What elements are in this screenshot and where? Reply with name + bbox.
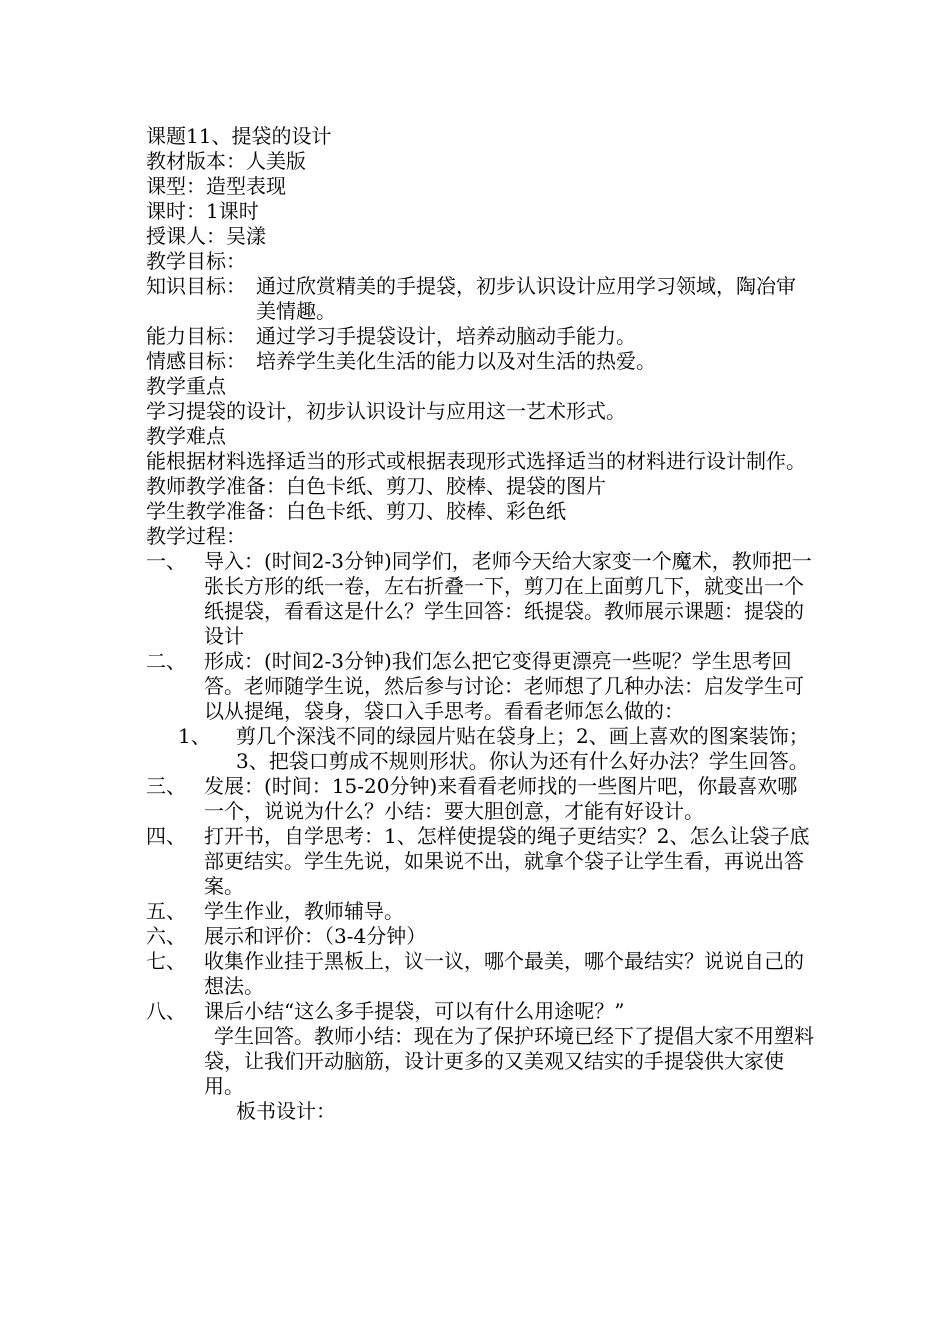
step-number: 五、 <box>146 899 186 923</box>
ability-goal-label: 能力目标： <box>146 324 246 348</box>
process-step <box>146 649 814 724</box>
student-preparation: 学生教学准备：白色卡纸、剪刀、胶棒、彩色纸 <box>146 499 566 523</box>
process-step <box>146 949 814 999</box>
step-text: 形成：(时间2-3分钟)我们怎么把它变得更漂亮一些呢？学生思考回答。老师随学生说，然后参与讨论：老师想了几种办法：启发学生可以从提绳，袋身，袋口入手思考。看看老师怎么做的： <box>204 649 804 723</box>
emotion-goal-text: 培养学生美化生活的能力以及对生活的热爱。 <box>256 349 656 373</box>
process-step <box>146 549 814 649</box>
textbook-edition: 教材版本：人美版 <box>146 149 306 173</box>
step-number: 三、 <box>146 774 186 798</box>
difficulty-text: 能根据材料选择适当的形式或根据表现形式选择适当的材料进行设计制作。 <box>146 449 806 473</box>
step-number: 一、 <box>146 549 186 573</box>
emotion-goal-label: 情感目标： <box>146 349 246 373</box>
lesson-teacher: 授课人：吴漾 <box>146 224 266 248</box>
sub-step-text: 剪几个深浅不同的绿园片贴在袋身上；2、画上喜欢的图案装饰；3、把袋口剪成不规则形状。你认为还有什么好办法？学生回答。 <box>236 724 809 773</box>
step-number: 八、 <box>146 999 186 1023</box>
step-text: 学生作业，教师辅导。 <box>204 899 404 923</box>
step-number: 七、 <box>146 949 186 973</box>
process-step <box>146 999 814 1024</box>
step-number: 四、 <box>146 824 186 848</box>
teacher-preparation: 教师教学准备：白色卡纸、剪刀、胶棒、提袋的图片 <box>146 474 606 498</box>
knowledge-goal <box>146 274 814 324</box>
goals-heading: 教学目标： <box>146 249 246 273</box>
board-design-heading: 板书设计： <box>236 1099 336 1123</box>
knowledge-goal-label: 知识目标： <box>146 274 246 298</box>
lesson-title: 课题11、提袋的设计 <box>146 124 332 148</box>
step-text: 课后小结“这么多手提袋，可以有什么用途呢？” <box>204 999 625 1023</box>
lesson-type: 课型：造型表现 <box>146 174 286 198</box>
knowledge-goal-text: 通过欣赏精美的手提袋，初步认识设计应用学习领域，陶冶审美情趣。 <box>256 274 796 323</box>
process-heading: 教学过程： <box>146 524 246 548</box>
step-text: 发展：(时间：15-20分钟)来看看老师找的一些图片吧，你最喜欢哪一个，说说为什么？小结：要大胆创意，才能有好设计。 <box>204 774 798 823</box>
step-text: 打开书，自学思考：1、怎样使提袋的绳子更结实？2、怎么让袋子底部更结实。学生先说，如果说不出，就拿个袋子让学生看，再说出答案。 <box>204 824 810 898</box>
key-point-text: 学习提袋的设计，初步认识设计与应用这一艺术形式。 <box>146 399 626 423</box>
step-text: 收集作业挂于黑板上，议一议，哪个最美，哪个最结实？说说自己的想法。 <box>204 949 804 998</box>
step-number: 二、 <box>146 649 186 673</box>
difficulty-heading: 教学难点 <box>146 424 226 448</box>
process-step <box>146 899 814 924</box>
ability-goal-text: 通过学习手提袋设计，培养动脑动手能力。 <box>256 324 636 348</box>
lesson-plan-document <box>146 124 814 1124</box>
process-step <box>146 774 814 824</box>
process-sub-step <box>146 724 814 774</box>
sub-step-number: 1、 <box>178 724 211 748</box>
ability-goal <box>146 324 814 349</box>
step-text: 展示和评价：（3-4分钟） <box>204 924 427 948</box>
lesson-hours: 课时：1课时 <box>146 199 259 223</box>
summary-reply: 学生回答。教师小结：现在为了保护环境已经下了提倡大家不用塑料袋，让我们开动脑筋，设计更多的又美观又结实的手提袋供大家使用。 <box>204 1024 814 1098</box>
key-point-heading: 教学重点 <box>146 374 226 398</box>
process-step <box>146 924 814 949</box>
step-number: 六、 <box>146 924 186 948</box>
process-step <box>146 824 814 899</box>
step-text: 导入：(时间2-3分钟)同学们，老师今天给大家变一个魔术，教师把一张长方形的纸一卷，左右折叠一下，剪刀在上面剪几下，就变出一个纸提袋，看看这是什么？学生回答：纸提袋。教师展示课题：提袋的设计 <box>204 549 812 648</box>
emotion-goal <box>146 349 814 374</box>
